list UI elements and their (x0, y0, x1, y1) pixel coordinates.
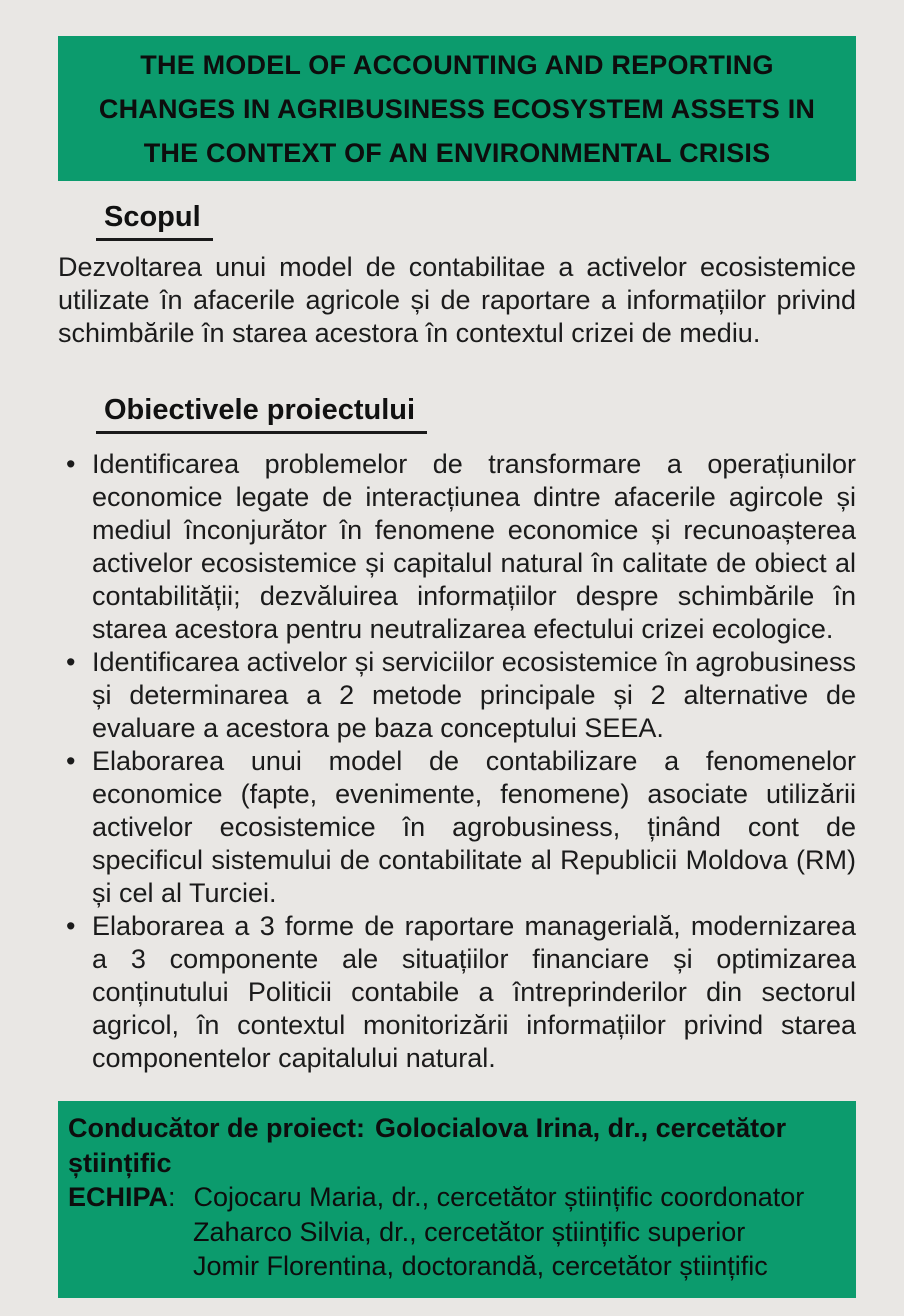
team-member: Cojocaru Maria, dr., cercetător științific coordonator (193, 1182, 805, 1212)
team-member: Zaharco Silvia, dr., cercetător științific superior (193, 1216, 746, 1247)
scope-body-text: Dezvoltarea unui model de contabilitae a activelor ecosistemice utilizate în afacerile agricole și de raportare a informațiilor privind schimbările în starea acestora în contextul crizei de mediu. (58, 252, 856, 348)
scope-section (58, 201, 856, 241)
objective-item: • Identificarea activelor și serviciilor ecosistemice în agrobusiness și determinarea a 2 metode principale și 2 alternative de evaluare a acestora pe baza conceptului SEEA. (92, 646, 856, 745)
title-banner (58, 36, 856, 181)
poster-title-line-3: THE CONTEXT OF AN ENVIRONMENTAL CRISIS (143, 137, 771, 168)
poster-page (0, 36, 904, 1316)
project-leader-name: Golocialova Irina, dr., cercetător științific (68, 1113, 787, 1178)
poster-title-line-1: THE MODEL OF ACCOUNTING AND REPORTING (140, 49, 774, 80)
team-footer-box (58, 1101, 856, 1298)
objective-item: • Elaborarea a 3 forme de raportare managerială, modernizarea a 3 componente ale situațiilor financiare și optimizarea conținutului Politicii contabile a întreprinderilor din sectorul agricol, în contextul monitorizării informațiilor privind starea componentelor capitalului natural. (92, 910, 856, 1075)
objectives-list (58, 448, 856, 1075)
team-label: ECHIPA (68, 1182, 169, 1212)
poster-title-line-2: CHANGES IN AGRIBUSINESS ECOSYSTEM ASSETS IN (98, 93, 816, 124)
team-label-separator: : (168, 1182, 176, 1212)
team-member: Jomir Florentina, doctorandă, cercetător științific (193, 1251, 768, 1281)
project-leader-label: Conducător de proiect: (68, 1113, 366, 1143)
team-line (68, 1180, 846, 1215)
objective-item: • Identificarea problemelor de transformare a operațiunilor economice legate de interacțiunea dintre afacerile agircole și mediul înconjurător în fenomene economice și recunoașterea activelor ecosistemice și capitalul natural în calitate de obiect al contabilității; dezvăluirea informațiilor despre schimbările în starea acestora pentru neutralizarea efectului crizei ecologice. (92, 448, 856, 646)
objective-item: • Elaborarea unui model de contabilizare a fenomenelor economice (fapte, evenimente, fenomene) asociate utilizării activelor ecosistemice în agrobusiness, ținând cont de specificul sistemului de contabilitate al Republicii Moldova (RM) și cel al Turciei. (92, 745, 856, 910)
main-content (58, 201, 856, 1075)
scope-heading: Scopul (96, 201, 213, 241)
project-leader-line (68, 1111, 846, 1180)
objectives-heading: Obiectivele proiectului (96, 394, 427, 434)
objectives-section (58, 394, 856, 434)
